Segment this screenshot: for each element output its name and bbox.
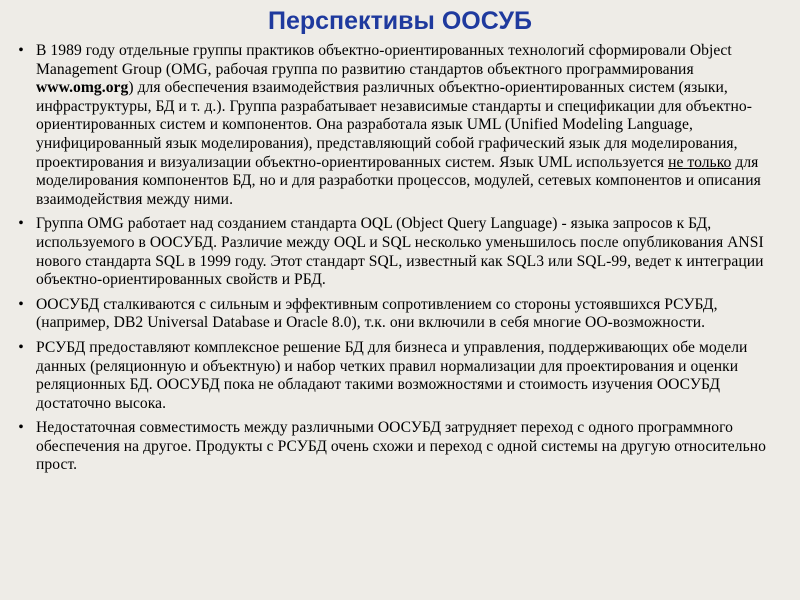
- underlined-phrase: не только: [668, 153, 732, 171]
- bullet-text-part: В 1989 году отдельные группы практиков объектно-ориентированных технологий сформировали Object Management Group (OMG, рабочая группа по развитию стандартов объектного программирования: [36, 42, 732, 78]
- bullet-item-rdbms: [14, 339, 784, 413]
- bullet-icon: •: [18, 215, 24, 233]
- slide-title: Перспективы ООСУБ: [268, 7, 532, 35]
- bullet-text: Недостаточная совместимость между различными ООСУБД затрудняет переход с одного программного обеспечения на другое. Продукты с РСУБД очень схожи и переход с одной системы на другую относительно прост.: [36, 419, 766, 474]
- bullet-item-oql: [14, 215, 784, 289]
- bullet-list: [14, 42, 784, 481]
- bullet-icon: •: [18, 295, 24, 313]
- bullet-icon: •: [18, 338, 24, 356]
- bullet-text-part: для моделирования компонентов БД, но и для разработки процессов, модулей, сетевых компонентов и описания взаимодействия между ними.: [36, 153, 761, 208]
- bullet-icon: •: [18, 419, 24, 437]
- bullet-item-resistance: [14, 296, 784, 333]
- bullet-text: ООСУБД сталкиваются с сильным и эффективным сопротивлением со стороны устоявшихся РСУБД, (например, DB2 Universal Database и Oracle 8.0), т.к. они включили в себя многие ОО-возможности.: [36, 295, 718, 332]
- bullet-item-compatibility: [14, 419, 784, 475]
- bullet-item-omg: [14, 42, 784, 209]
- bullet-text: Группа OMG работает над созданием стандарта OQL (Object Query Language) - языка запросов к БД, используемого в ООСУБД. Различие между OQL и SQL несколько уменьшилось после опубликования ANSI нового стандарта SQL в 1999 году. Этот стандарт SQL, известный как SQL3 или SQL-99, ведет к интеграции объектно-ориентированных свойств и РБД.: [36, 215, 764, 289]
- bullet-text-part: ) для обеспечения взаимодействия различных объектно-ориентированных систем (языки, инфраструктуры, БД и т. д.). Группа разрабатывает независимые стандарты и спецификации для объектно-ориентированных систем и компонентов. Она разработала язык UML (Unified Modeling Language, унифицированный язык моделирования), представляющий собой графический язык для моделирования, проектирования и визуализации объектно-ориентированных систем. Язык UML используется: [36, 79, 752, 171]
- bullet-icon: •: [18, 42, 24, 59]
- omg-website-link: www.omg.org: [36, 79, 129, 97]
- bullet-text: РСУБД предоставляют комплексное решение БД для бизнеса и управления, поддерживающих обе модели данных (реляционную и объектную) и набор четких правил нормализации для проектирования и оценки реляционных БД. ООСУБД пока не обладают такими возможностями и стоимость изучения ООСУБД достаточно высока.: [36, 338, 748, 412]
